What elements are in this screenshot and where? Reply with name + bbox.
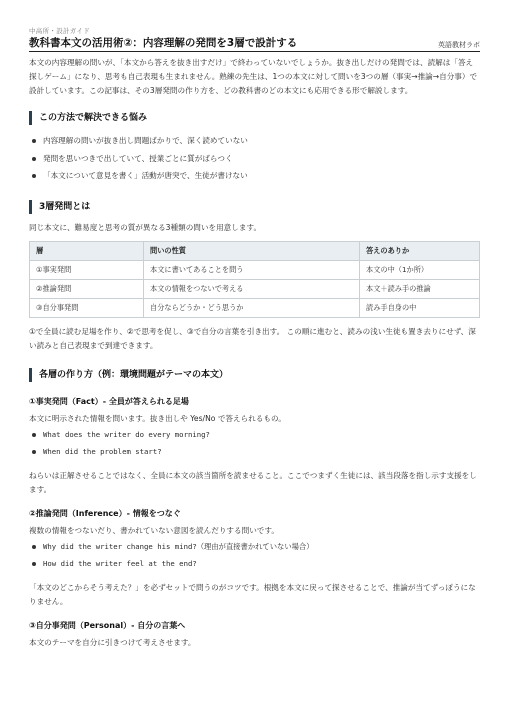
brand-name: 英語教材ラボ xyxy=(438,41,480,49)
bullet-icon xyxy=(32,433,36,437)
intro-paragraph: 本文の内容理解の問いが、「本文から答えを抜き出すだけ」で終わっていないでしょうか。抜き出しだけの発問では、読解は「答え探しゲーム」になり、思考も自己表現も生まれません。熟練の先生は、1つの本文に対して問いを3つの層（事実→推論→自分事）で設計しています。この記事は、その3層発問の作り方を、どの教科書のどの本文にも応用できる形で解説します。 xyxy=(29,58,478,95)
page-title: 教科書本文の活用術②：内容理解の発問を3層で設計する xyxy=(29,37,298,49)
table-cell: ③自分事発問 xyxy=(30,298,144,317)
table-cell: 読み手自身の中 xyxy=(360,298,480,317)
inference-example-list xyxy=(29,538,480,573)
list-item: 内容理解の問いが抜き出し問題ばかりで、深く読めていない xyxy=(29,132,480,150)
bullet-icon xyxy=(32,545,36,549)
table-header-cell: 答えのありか xyxy=(360,241,480,260)
problem-list xyxy=(29,132,480,185)
fact-example-list xyxy=(29,426,480,461)
table-header-cell: 層 xyxy=(30,241,144,260)
table-cell: 本文の中（1か所） xyxy=(360,260,480,279)
table-cell: ①事実発問 xyxy=(30,260,144,279)
bullet-icon xyxy=(32,450,36,454)
table-header-row xyxy=(30,241,480,260)
section-heading-three-layers: 3層発問とは xyxy=(29,199,480,215)
personal-description: 本文のテーマを自分に引きつけて考えさせます。 xyxy=(29,637,196,647)
table-cell: ②推論発問 xyxy=(30,279,144,298)
list-item: How did the writer feel at the end? xyxy=(29,555,480,573)
inference-description: 複数の情報をつないだり、書かれていない意図を読んだりする問いです。 xyxy=(29,525,279,535)
subheading-personal: ③自分事発問（Personal）- 自分の言葉へ xyxy=(29,620,186,630)
list-item: When did the problem start? xyxy=(29,443,480,461)
three-layers-lead: 同じ本文に、難易度と思考の質が異なる3種類の問いを用意します。 xyxy=(29,222,262,232)
fact-description: 本文に明示された情報を問います。抜き出しや Yes/No で答えられるもの。 xyxy=(29,413,286,423)
section-heading-howto: 各層の作り方（例：環境問題がテーマの本文） xyxy=(29,367,480,383)
subheading-inference: ②推論発問（Inference）- 情報をつなぐ xyxy=(29,508,181,518)
table-cell: 本文＋読み手の推論 xyxy=(360,279,480,298)
table-header-cell: 問いの性質 xyxy=(144,241,360,260)
table-cell: 自分ならどうか・どう思うか xyxy=(144,298,360,317)
list-item: 発問を思いつきで出していて、授業ごとに質がばらつく xyxy=(29,150,480,168)
bullet-icon xyxy=(32,139,36,143)
three-layers-table xyxy=(29,241,480,318)
title-divider xyxy=(29,51,480,52)
fact-note: ねらいは正解させることではなく、全員に本文の該当箇所を読ませること。ここでつまずく生徒には、該当段落を指し示す支援をします。 xyxy=(29,470,477,494)
inference-note: 「本文のどこからそう考えた？」を必ずセットで問うのがコツです。根拠を本文に戻って探させることで、推論が当てずっぽうになりません。 xyxy=(29,582,476,606)
category-label: 中高所・設計ガイド xyxy=(29,27,91,35)
table-cell: 本文に書いてあることを問う xyxy=(144,260,360,279)
list-item: 「本文について意見を書く」活動が唐突で、生徒が書けない xyxy=(29,167,480,185)
bullet-icon xyxy=(32,174,36,178)
section-heading-problems: この方法で解決できる悩み xyxy=(29,110,480,126)
table-cell: 本文の情報をつないで考える xyxy=(144,279,360,298)
list-item: What does the writer do every morning? xyxy=(29,426,480,444)
table-row xyxy=(30,279,480,298)
title-row xyxy=(29,35,480,50)
three-layers-summary: ①で全員に読む足場を作り、②で思考を促し、③で自分の言葉を引き出す。 この順に進むと、読みの浅い生徒も置き去りにせず、深い読みと自己表現まで到達できます。 xyxy=(29,326,476,350)
bullet-icon xyxy=(32,562,36,566)
bullet-icon xyxy=(32,157,36,161)
list-item: Why did the writer change his mind?（理由が直接書かれていない場合） xyxy=(29,538,480,556)
article-body xyxy=(29,56,480,650)
table-row xyxy=(30,298,480,317)
subheading-fact: ①事実発問（Fact）- 全員が答えられる足場 xyxy=(29,396,189,406)
table-row xyxy=(30,260,480,279)
